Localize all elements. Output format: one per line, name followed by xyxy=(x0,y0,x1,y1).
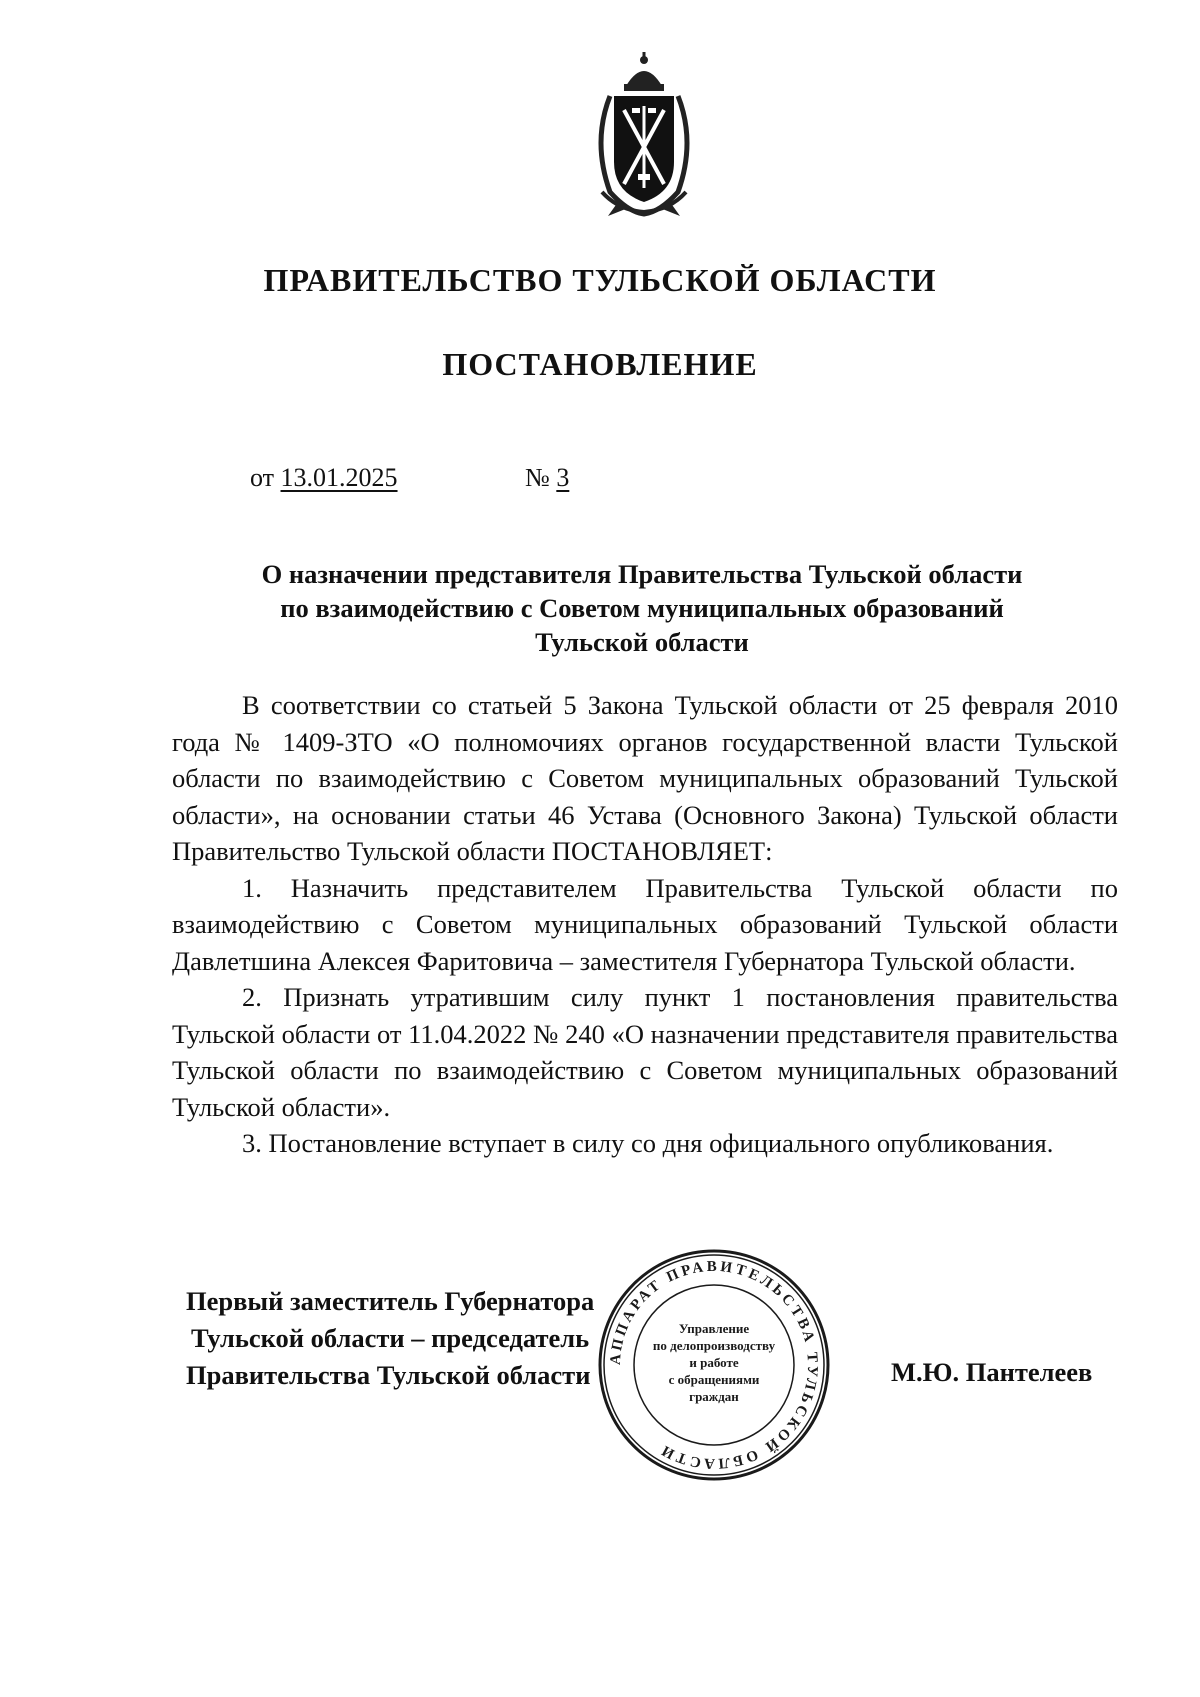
date-value: 13.01.2025 xyxy=(280,463,398,492)
subject-line: Тульской области xyxy=(535,627,749,657)
body-paragraph: 3. Постановление вступает в силу со дня официального опубликования. xyxy=(242,1128,1054,1158)
signer-position-line: Первый заместитель Губернатора xyxy=(186,1286,595,1316)
stamp-line: граждан xyxy=(689,1389,739,1404)
stamp-ring-text: АППАРАТ ПРАВИТЕЛЬСТВА ТУЛЬСКОЙ ОБЛАСТИ xyxy=(607,1258,821,1472)
document-subject xyxy=(172,557,1112,659)
body-paragraph: 2. Признать утратившим силу пункт 1 постановления правительства Тульской области от 11.04.2022 № 240 «О назначении представителя правительства Тульской области по взаимодействию с Советом муниципальных образований Тульской области». xyxy=(172,982,1118,1122)
stamp-line: и работе xyxy=(689,1355,739,1370)
tula-coat-of-arms-icon xyxy=(588,52,700,220)
date-prefix: от xyxy=(250,463,275,492)
stamp-line: с обращениями xyxy=(668,1372,760,1387)
body-paragraph: 1. Назначить представителем Правительства Тульской области по взаимодействию с Советом муниципальных образований Тульской области Давлетшина Алексея Фаритовича – заместителя Губернатора Тульской области. xyxy=(172,872,1118,976)
document-type: ПОСТАНОВЛЕНИЕ xyxy=(442,346,758,382)
signer-position-line: Тульской области – председатель xyxy=(191,1323,590,1353)
stamp-inner-text xyxy=(636,1320,792,1405)
body-paragraph: В соответствии со статьей 5 Закона Тульской области от 25 февраля 2010 года № 1409-ЗТО «О полномочиях органов государственной власти Тульской области по взаимодействию с Советом муниципальных образований Тульской области», на основании статьи 46 Устава (Основного Закона) Тульской области Правительство Тульской области ПОСТАНОВЛЯЕТ: xyxy=(172,690,1118,866)
stamp-line: по делопроизводству xyxy=(652,1338,776,1353)
organization-title: ПРАВИТЕЛЬСТВО ТУЛЬСКОЙ ОБЛАСТИ xyxy=(263,262,937,298)
document-body xyxy=(172,687,1118,1162)
signer-position-line: Правительства Тульской области xyxy=(186,1360,591,1390)
number-value: 3 xyxy=(556,463,570,492)
signer-position xyxy=(186,1283,594,1394)
subject-line: О назначении представителя Правительства Тульской области xyxy=(261,559,1023,589)
document-date xyxy=(250,463,398,493)
signer-name: М.Ю. Пантелеев xyxy=(891,1357,1093,1387)
number-prefix: № xyxy=(525,463,550,492)
subject-line: по взаимодействию с Советом муниципальных образований xyxy=(280,593,1004,623)
document-number xyxy=(525,463,569,493)
stamp-line: Управление xyxy=(678,1321,750,1336)
